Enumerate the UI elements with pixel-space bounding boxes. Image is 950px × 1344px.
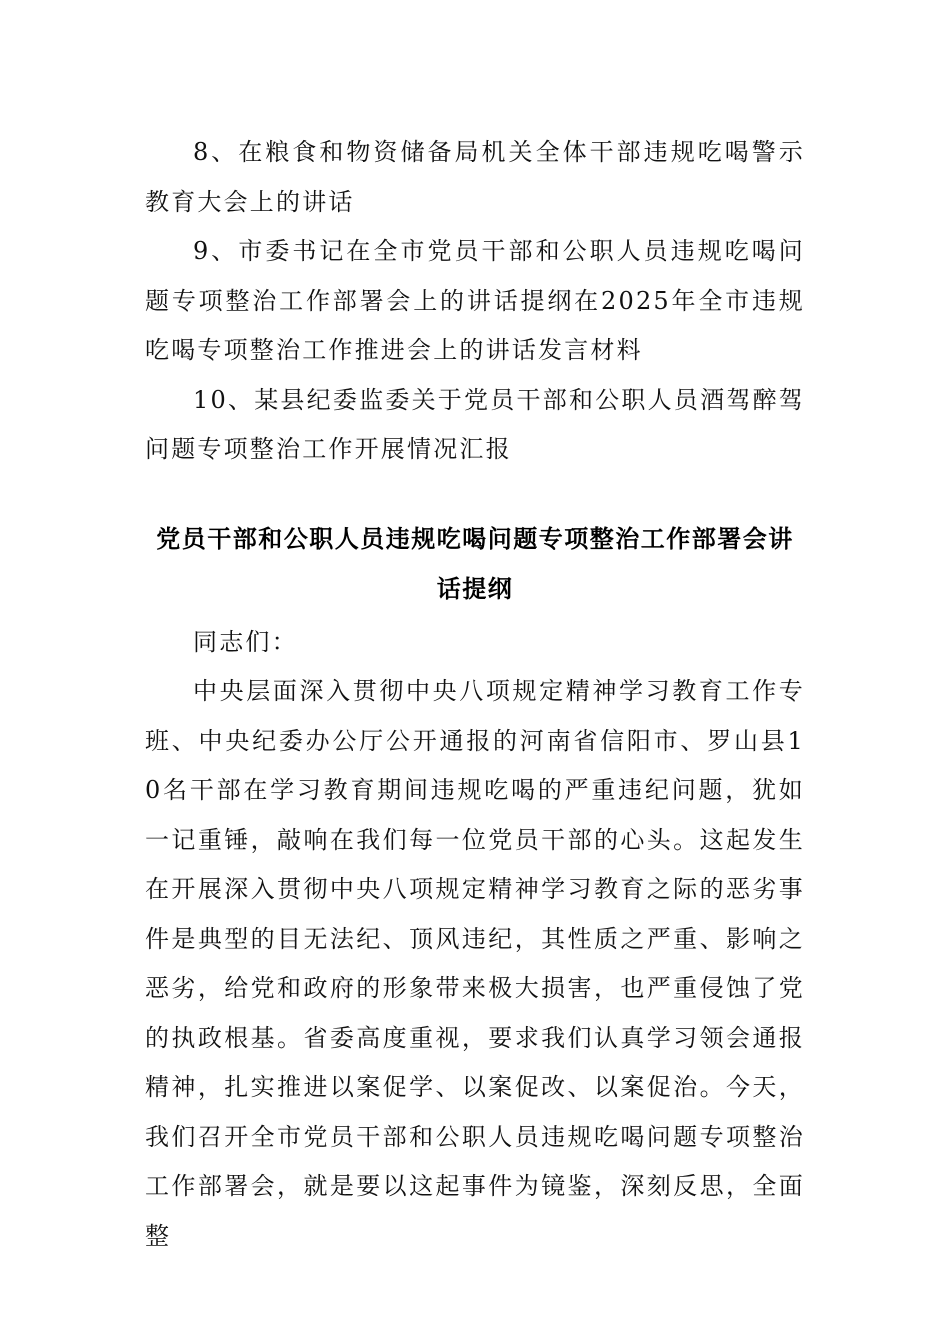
- list-item-8: 8、在粮食和物资储备局机关全体干部违规吃喝警示教育大会上的讲话: [145, 138, 805, 216]
- document-title: 党员干部和公职人员违规吃喝问题专项整治工作部署会讲话提纲: [156, 524, 794, 603]
- salutation: 同志们：: [193, 627, 298, 656]
- list-item-10: 10、某县纪委监委关于党员干部和公职人员酒驾醉驾问题专项整治工作开展情况汇报: [145, 385, 805, 463]
- body-paragraph: 中央层面深入贯彻中央八项规定精神学习教育工作专班、中央纪委办公厅公开通报的河南省信阳市、罗山县10名干部在学习教育期间违规吃喝的严重违纪问题，犹如一记重锤，敲响在我们每一位党员干部的心头。这起发生在开展深入贯彻中央八项规定精神学习教育之际的恶劣事件是典型的目无法纪、顶风违纪，其性质之严重、影响之恶劣，给党和政府的形象带来极大损害，也严重侵蚀了党的执政根基。省委高度重视，要求我们认真学习领会通报精神，扎实推进以案促学、以案促改、以案促治。今天，我们召开全市党员干部和公职人员违规吃喝问题专项整治工作部署会，就是要以这起事件为镜鉴，深刻反思，全面整: [145, 677, 805, 1250]
- list-item-9: 9、市委书记在全市党员干部和公职人员违规吃喝问题专项整治工作部署会上的讲话提纲在2025年全市违规吃喝专项整治工作推进会上的讲话发言材料: [145, 237, 805, 364]
- document-content: [145, 128, 805, 1261]
